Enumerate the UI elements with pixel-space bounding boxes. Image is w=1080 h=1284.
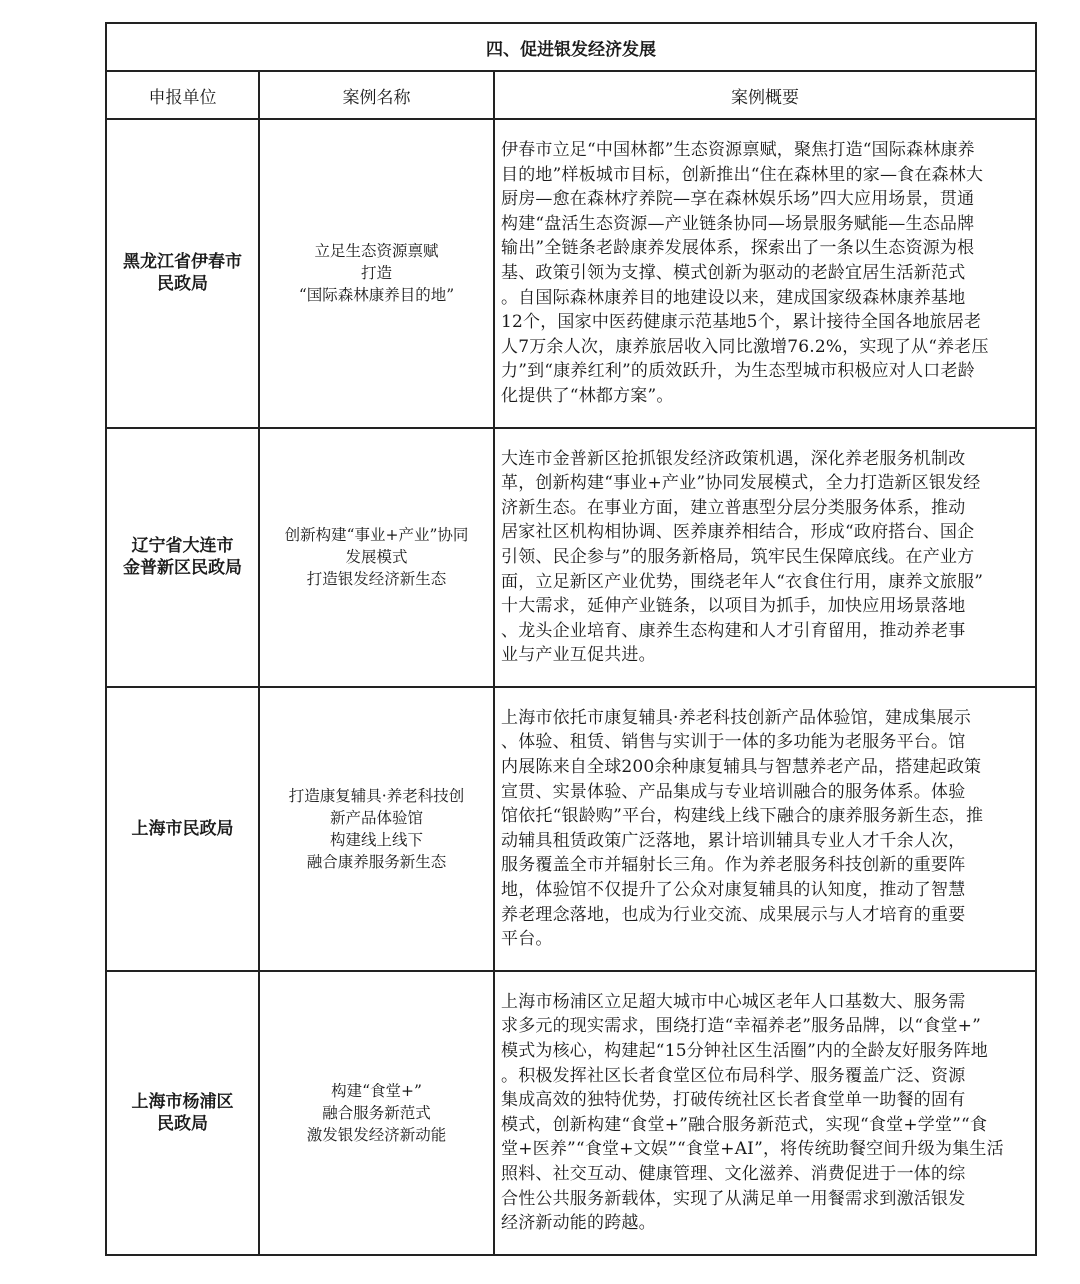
case-name-cell bbox=[259, 971, 494, 1255]
summary-cell bbox=[494, 119, 1036, 428]
unit-line: 上海市民政局 bbox=[131, 818, 234, 839]
summary-line: 养老理念落地，也成为行业交流、成果展示与人才培育的重要 bbox=[501, 904, 966, 925]
case-name-line: 融合康养服务新生态 bbox=[306, 852, 447, 871]
case-name-line: 创新构建“事业+产业”协同 bbox=[284, 526, 469, 545]
summary-line: 基、政策引领为支撑、模式创新为驱动的老龄宜居生活新范式 bbox=[501, 262, 966, 283]
case-name-line: 构建线上线下 bbox=[329, 830, 423, 849]
section-title: 四、促进银发经济发展 bbox=[106, 23, 1036, 71]
unit-line: 黑龙江省伊春市 bbox=[123, 252, 242, 273]
case-name-cell bbox=[259, 428, 494, 687]
unit-line: 辽宁省大连市 bbox=[131, 536, 234, 557]
case-name-line: “国际森林康养目的地” bbox=[298, 286, 455, 305]
unit-cell bbox=[106, 687, 259, 971]
summary-line: 伊春市立足“中国林都”生态资源禀赋，聚焦打造“国际森林康养 bbox=[501, 140, 975, 160]
summary-line: 经济新动能的跨越。 bbox=[501, 1213, 656, 1234]
case-name-line: 激发银发经济新动能 bbox=[306, 1125, 447, 1144]
summary-line: 居家社区机构相协调、医养康养相结合，形成“政府搭台、国企 bbox=[501, 522, 975, 543]
case-name-line: 立足生态资源禀赋 bbox=[314, 242, 439, 261]
table-row bbox=[106, 119, 1036, 428]
unit-line: 上海市杨浦区 bbox=[131, 1091, 234, 1112]
summary-cell bbox=[494, 971, 1036, 1255]
summary-line: 十大需求，延伸产业链条，以项目为抓手，加快应用场景落地 bbox=[501, 596, 966, 617]
summary-line: 目的地”样板城市目标，创新推出“住在森林里的家—食在森林大 bbox=[501, 164, 984, 185]
summary-line: 模式，创新构建“食堂+”融合服务新范式，实现“食堂+学堂”“食 bbox=[501, 1114, 988, 1135]
summary-line: 化提供了“林都方案”。 bbox=[501, 385, 674, 406]
summary-line: 地，体验馆不仅提升了公众对康复辅具的认知度，推动了智慧 bbox=[501, 880, 966, 901]
summary-line: 。自国际森林康养目的地建设以来，建成国家级森林康养基地 bbox=[501, 287, 966, 308]
column-header-case-name: 案例名称 bbox=[259, 71, 494, 119]
unit-line: 民政局 bbox=[157, 274, 208, 295]
case-name-line: 融合服务新范式 bbox=[322, 1103, 431, 1122]
column-header-summary: 案例概要 bbox=[494, 71, 1036, 119]
case-table bbox=[105, 22, 1037, 1256]
unit-cell bbox=[106, 971, 259, 1255]
summary-line: 。积极发挥社区长者食堂区位布局科学、服务覆盖广泛、资源 bbox=[501, 1065, 966, 1086]
summary-line: 构建“盘活生态资源—产业链条协同—场景服务赋能—生态品牌 bbox=[501, 213, 975, 234]
summary-line: 革，创新构建“事业+产业”协同发展模式，全力打造新区银发经 bbox=[501, 473, 981, 494]
summary-line: 模式为核心，构建起“15分钟社区生活圈”内的全龄友好服务阵地 bbox=[501, 1041, 989, 1061]
unit-cell bbox=[106, 428, 259, 687]
case-name-line: 打造 bbox=[360, 264, 392, 283]
summary-line: 集成高效的独特优势，打破传统社区长者食堂单一助餐的固有 bbox=[501, 1090, 966, 1111]
summary-line: 动辅具租赁政策广泛落地，累计培训辅具专业人才千余人次， bbox=[501, 830, 966, 851]
summary-line: 上海市依托市康复辅具·养老科技创新产品体验馆，建成集展示 bbox=[501, 707, 972, 728]
summary-line: 输出”全链条老龄康养发展体系，探索出了一条以生态资源为根 bbox=[501, 238, 975, 259]
summary-line: 大连市金普新区抢抓银发经济政策机遇，深化养老服务机制改 bbox=[501, 448, 966, 469]
table-row bbox=[106, 687, 1036, 971]
case-name-cell bbox=[259, 687, 494, 971]
summary-line: 上海市杨浦区立足超大城市中心城区老年人口基数大、服务需 bbox=[501, 991, 966, 1012]
unit-cell bbox=[106, 119, 259, 428]
summary-line: 12个，国家中医药健康示范基地5个，累计接待全国各地旅居老 bbox=[501, 312, 982, 333]
summary-line: 求多元的现实需求，围绕打造“幸福养老”服务品牌，以“食堂+” bbox=[501, 1016, 982, 1037]
summary-line: 厨房—愈在森林疗养院—享在森林娱乐场”四大应用场景，贯通 bbox=[501, 189, 975, 210]
summary-line: 合性公共服务新载体，实现了从满足单一用餐需求到激活银发 bbox=[501, 1188, 966, 1209]
unit-line: 民政局 bbox=[157, 1113, 208, 1134]
summary-line: 平台。 bbox=[501, 929, 553, 950]
case-name-cell bbox=[259, 119, 494, 428]
title-row bbox=[106, 23, 1036, 71]
summary-cell bbox=[494, 687, 1036, 971]
case-name-line: 构建“食堂+” bbox=[331, 1081, 422, 1100]
summary-line: 堂+医养”“食堂+文娱”“食堂+AI”，将传统助餐空间升级为集生活 bbox=[501, 1139, 1004, 1160]
case-name-line: 新产品体验馆 bbox=[329, 808, 423, 827]
summary-line: 馆依托“银龄购”平台，构建线上线下融合的康养服务新生态，推 bbox=[501, 806, 984, 827]
summary-cell bbox=[494, 428, 1036, 687]
summary-line: 人7万余人次，康养旅居收入同比激增76.2%，实现了从“养老压 bbox=[501, 336, 989, 357]
summary-line: 面，立足新区产业优势，围绕老年人“衣食住行用，康养文旅服” bbox=[501, 571, 984, 592]
case-name-line: 发展模式 bbox=[345, 548, 408, 567]
table-row bbox=[106, 971, 1036, 1255]
summary-line: 力”到“康养红利”的质效跃升，为生态型城市积极应对人口老龄 bbox=[501, 361, 975, 382]
unit-line: 金普新区民政局 bbox=[123, 558, 242, 579]
summary-line: 服务覆盖全市并辐射长三角。作为养老服务科技创新的重要阵 bbox=[501, 855, 966, 876]
summary-line: 宣贯、实景体验、产品集成与专业培训融合的服务体系。体验 bbox=[501, 781, 966, 802]
summary-line: 内展陈来自全球200余种康复辅具与智慧养老产品，搭建起政策 bbox=[501, 757, 982, 778]
column-header-unit: 申报单位 bbox=[106, 71, 259, 119]
case-name-line: 打造银发经济新生态 bbox=[306, 570, 447, 589]
summary-line: 引领、民企参与”的服务新格局，筑牢民生保障底线。在产业方 bbox=[501, 546, 975, 567]
summary-line: 、龙头企业培育、康养生态构建和人才引育留用，推动养老事 bbox=[501, 620, 966, 641]
summary-line: 济新生态。在事业方面，建立普惠型分层分类服务体系，推动 bbox=[501, 497, 966, 518]
case-name-line: 打造康复辅具·养老科技创 bbox=[288, 786, 465, 805]
summary-line: 、体验、租赁、销售与实训于一体的多功能为老服务平台。馆 bbox=[501, 732, 966, 753]
summary-line: 照料、社交互动、健康管理、文化滋养、消费促进于一体的综 bbox=[501, 1163, 966, 1184]
summary-line: 业与产业互促共进。 bbox=[501, 645, 656, 666]
header-row bbox=[106, 71, 1036, 119]
table-row bbox=[106, 428, 1036, 687]
